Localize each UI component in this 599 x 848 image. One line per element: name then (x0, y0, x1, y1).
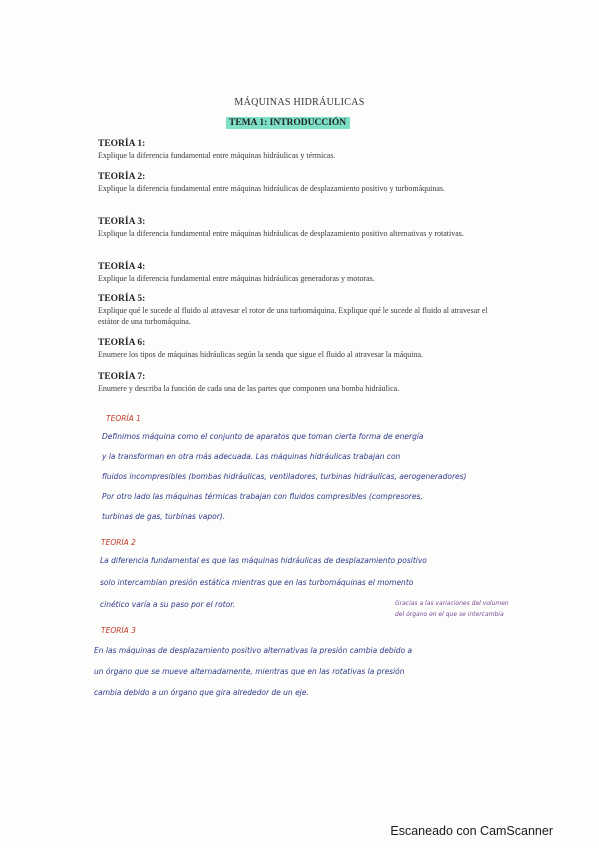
theory-6 (98, 338, 498, 360)
theory-heading: TEORÍA 3: (98, 217, 146, 227)
side-note-line: del órgano en el que se intercambia (395, 611, 504, 618)
handwritten-line: cinético varía a su paso por el rotor. (100, 600, 236, 609)
handwritten-label-3: TEORÍA 3 (101, 626, 136, 635)
side-note-line: Gracias a las variaciones del volumen (395, 600, 509, 607)
handwritten-line: turbinas de gas, turbinas vapor). (102, 512, 226, 521)
theory-1 (98, 139, 498, 161)
scanner-watermark: Escaneado con CamScanner (390, 824, 553, 838)
theory-5 (98, 294, 498, 327)
document-title: MÁQUINAS HIDRÁULICAS (234, 97, 365, 108)
handwritten-line: y la transforman en otra más adecuada. Las máquinas hidráulicas trabajan con (102, 452, 401, 461)
theory-heading: TEORÍA 1: (98, 139, 146, 149)
theory-text: Explique la diferencia fundamental entre máquinas hidráulicas generadoras y motoras. (98, 274, 375, 283)
theory-4 (98, 262, 498, 284)
theory-7 (98, 372, 498, 394)
theory-heading: TEORÍA 6: (98, 338, 146, 348)
theory-text: Explique la diferencia fundamental entre máquinas hidráulicas de desplazamiento positivo alternativas y rotativas. (98, 229, 464, 238)
handwritten-line: La diferencia fundamental es que las máquinas hidráulicas de desplazamiento positivo (100, 556, 427, 565)
theory-heading: TEORÍA 2: (98, 172, 146, 182)
theory-text: Enumere y describa la función de cada una de las partes que componen una bomba hidráulica. (98, 384, 400, 393)
theory-text: Explique la diferencia fundamental entre máquinas hidráulicas y térmicas. (98, 151, 336, 160)
handwritten-line: Por otro lado las máquinas térmicas trabajan con fluidos compresibles (compresores, (102, 492, 423, 501)
handwritten-line: En las máquinas de desplazamiento positivo alternativas la presión cambia debido a (94, 646, 413, 655)
theory-heading: TEORÍA 5: (98, 294, 146, 304)
handwritten-line: un órgano que se mueve alternadamente, mientras que en las rotativas la presión (94, 667, 405, 676)
theory-2 (98, 172, 498, 194)
handwritten-line: fluidos incompresibles (bombas hidráulicas, ventiladores, turbinas hidráulicas, aerogeneradores) (102, 472, 467, 481)
theory-3 (98, 217, 498, 239)
theory-heading: TEORÍA 4: (98, 262, 146, 272)
theory-text: Explique qué le sucede al fluido al atravesar el rotor de una turbomáquina. Explique qué le sucede al fluido al atravesar el estátor de una turbomáquina. (98, 306, 488, 326)
theory-text: Explique la diferencia fundamental entre máquinas hidráulicas de desplazamiento positivo y turbomáquinas. (98, 184, 445, 193)
theory-text: Enumere los tipos de máquinas hidráulicas según la senda que sigue el fluido al atravesar la máquina. (98, 350, 424, 359)
section-title: TEMA 1: INTRODUCCIÓN (226, 117, 350, 129)
handwritten-label-1: TEORÍA 1 (106, 414, 141, 423)
handwritten-side-note (395, 598, 535, 620)
handwritten-line: solo intercambian presión estática mientras que en las turbomáquinas el momento (100, 578, 414, 587)
handwritten-line: cambia debido a un órgano que gira alrededor de un eje. (94, 688, 309, 697)
handwritten-line: Definimos máquina como el conjunto de aparatos que toman cierta forma de energía (102, 432, 424, 441)
handwritten-label-2: TEORÍA 2 (101, 538, 136, 547)
theory-heading: TEORÍA 7: (98, 372, 146, 382)
